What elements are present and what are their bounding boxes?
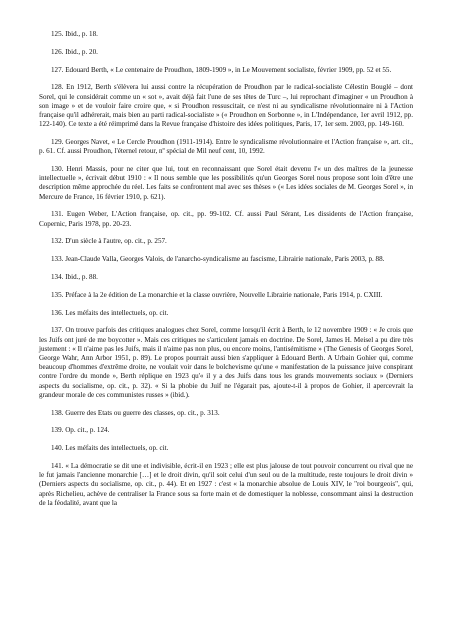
footnote-136: 136. Les méfaits des intellectuels, op. cit. (51, 308, 169, 317)
footnote-130: 130. Henri Massis, pour ne citer que lui, tout en reconnaissant que Sorel était devenu l'« un des maîtres de la jeunesse intellectuelle », écrivait début 1910 : « Il nous semble que les possibilités qu'un Georges Sorel nous propose sont loin d'être une description même approchée du réel. Les faits se confrontent mal avec ses thèses » (« Les idées sociales de M. Georges Sorel », in Mercure de France, 16 février 1910, p. 621). (39, 165, 413, 201)
footnote-131: 131. Eugen Weber, L'Action française, op. cit., pp. 99-102. Cf. aussi Paul Sérant, Les dissidents de l'Action française, Copernic, Paris 1978, pp. 20-23. (39, 210, 413, 228)
footnote-129: 129. Georges Navet, « Le Cercle Proudhon (1911-1914). Entre le syndicalisme révolutionnaire et l'Action française », art. cit., p. 61. Cf. aussi Proudhon, l'éternel retour, nº spécial de Mil neuf cent, 10, 1992. (39, 138, 413, 156)
footnote-133: 133. Jean-Claude Valla, Georges Valois, de l'anarcho-syndicalisme au fascisme, Librairie nationale, Paris 2003, p. 88. (51, 255, 385, 264)
footnote-138: 138. Guerre des Etats ou guerre des classes, op. cit., p. 313. (51, 408, 220, 417)
footnote-139: 139. Op. cit., p. 124. (51, 426, 110, 435)
footnote-140: 140. Les méfaits des intellectuels, op. cit. (51, 444, 169, 453)
footnote-126: 126. Ibid., p. 20. (51, 47, 98, 56)
footnote-125: 125. Ibid., p. 18. (51, 30, 98, 38)
footnotes-page (39, 30, 413, 517)
footnote-137: 137. On trouve parfois des critiques analogues chez Sorel, comme lorsqu'il écrit à Berth, le 12 novembre 1909 : « Je crois que les Juifs ont juré de me boycotter ». Mais ces critiques ne s'articulent jamais en doctrine. De Sorel, James H. Meisel a pu dire très justement : « Il n'aime pas les Juifs, mais il n'aime pas non plus, ou encore moins, l'antisémitisme » (The Genesis of Georges Sorel, George Wahr, Ann Arbor 1951, p. 89). Le propos pourrait aussi bien s'appliquer à Edouard Berth. A Urbain Gohier qui, comme beaucoup d'hommes d'extrême droite, ne voulait voir dans le bolchevisme qu'une « manifestation de la puissance juive conspirant contre l'ordre du monde », Berth réplique en 1923 qu'« il y a des Juifs dans tous les grands mouvements sociaux » (Derniers aspects du socialisme, op. cit., p. 32). « Si la phobie du Juif ne l'égarait pas, ajoute-t-il à propos de Gohier, il apercevrait la grandeur morale de ces communistes russes » (ibid.). (39, 326, 413, 399)
footnote-141: 141. « La démocratie se dit une et indivisible, écrit-il en 1923 ; elle est plus jalouse de tout pouvoir concurrent ou rival que ne le fut jamais l'ancienne monarchie […] et le droit divin, qu'il soit celui d'un seul ou de la multitude, reste toujours le droit divin » (Derniers aspects du socialisme, op. cit., p. 44). Et en 1927 : c'est « la monarchie absolue de Louis XIV, le "roi bourgeois", qui, après Richelieu, achève de centraliser la France sous sa forte main et de domestiquer la noblesse, consommant ainsi la destruction de la féodalité, avant que la (39, 462, 413, 507)
footnote-135: 135. Préface à la 2e édition de La monarchie et la classe ouvrière, Nouvelle Librairie nationale, Paris 1914, p. CXIII. (51, 290, 383, 299)
footnote-132: 132. D'un siècle à l'autre, op. cit., p. 257. (51, 237, 167, 246)
footnote-128: 128. En 1912, Berth s'élèvera lui aussi contre la récupération de Proudhon par le radical-socialiste Célestin Bouglé – dont Sorel, qui le considérait comme un « sot », avait déjà fait l'une de ses têtes de Turc –, lui reprochant d'imaginer « un Proudhon à son image » et de vouloir faire croire que, « si Proudhon ressuscitait, ce n'est ni au syndicalisme révolutionnaire ni à l'Action française qu'il adhérerait, mais bien au parti radical-socialiste » (« Proudhon en Sorbonne », in L'Indépendance, 1er avril 1912, pp. 122-140). Ce texte a été réimprimé dans la Revue française d'histoire des idées politiques, Paris, 17, 1er sem. 2003, pp. 149-160. (39, 83, 413, 129)
footnote-134: 134. Ibid., p. 88. (51, 273, 98, 281)
footnote-127: 127. Edouard Berth, « Le centenaire de Proudhon, 1809-1909 », in Le Mouvement socialiste, février 1909, pp. 52 et 55. (51, 65, 392, 74)
